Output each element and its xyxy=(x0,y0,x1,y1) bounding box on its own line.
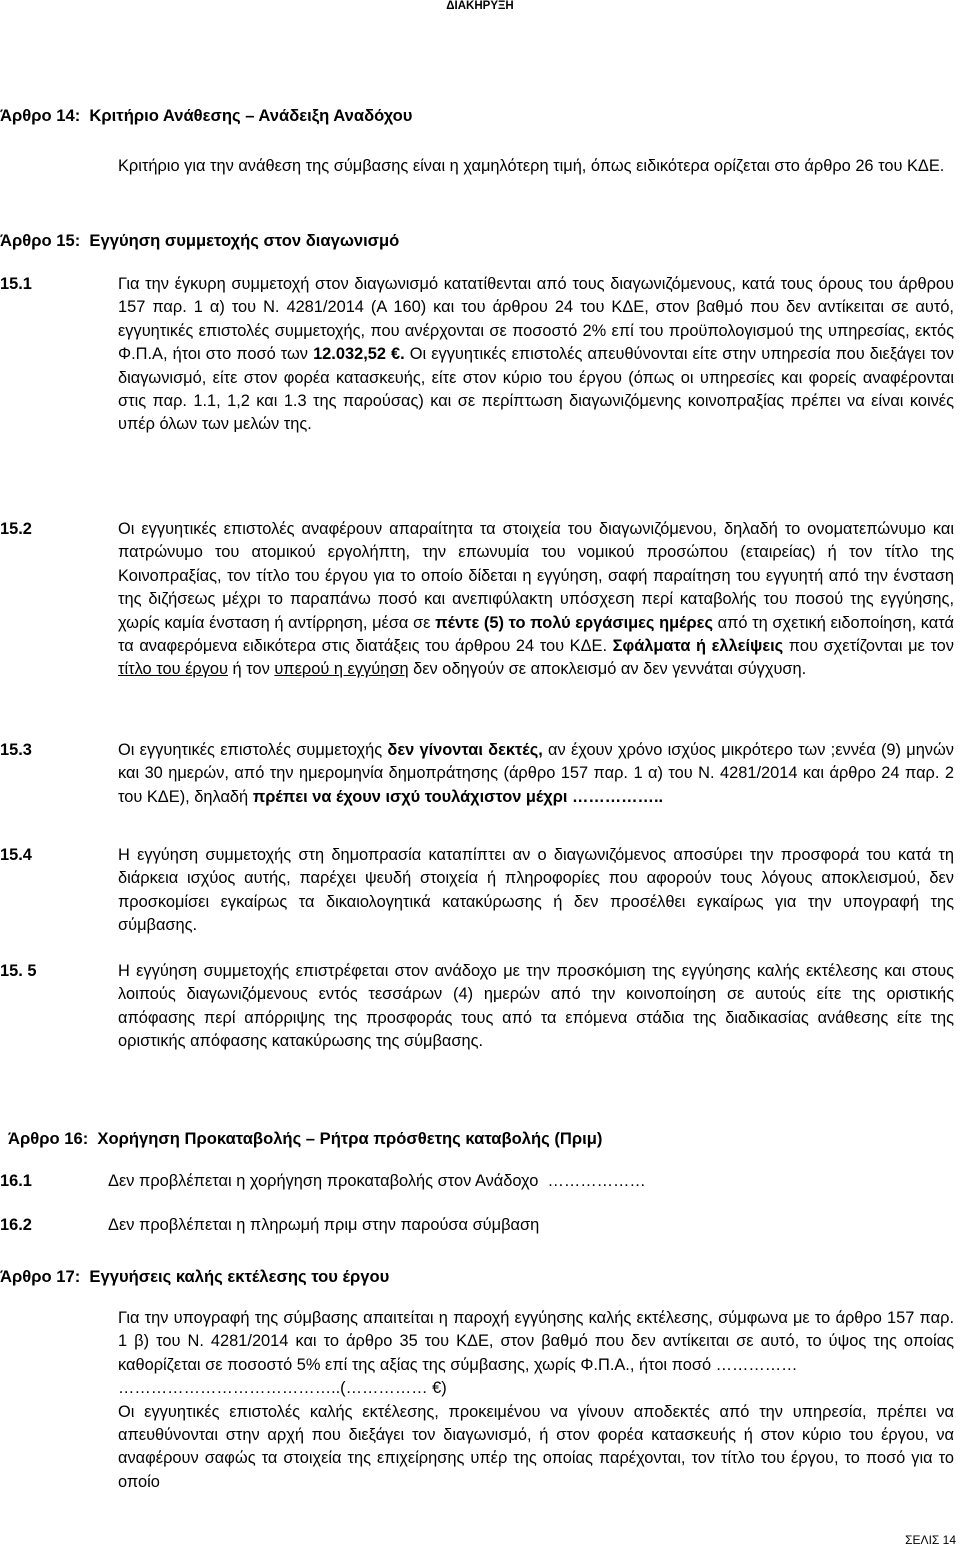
section-15-1-number: 15.1 xyxy=(0,275,32,293)
section-16-1-text: Δεν προβλέπεται η χορήγηση προκαταβολής στον Ανάδοχο ……………… xyxy=(108,1172,646,1190)
section-15-5-text: Η εγγύηση συμμετοχής επιστρέφεται στον ανάδοχο με την προσκόμιση της εγγύησης καλής εκτέλεσης και στους λοιπούς διαγωνιζόμενους εντός τεσσάρων (4) ημερών από την κοινοποίηση σε αυτούς είτε της οριστικής απόφασης περί απόρριψης της προσφοράς τους από τα επόμενα στάδια της διαδικασίας ανάθεσης είτε της οριστικής απόφασης κατακύρωσης της σύμβασης. xyxy=(118,962,954,1051)
section-15-1-text: Για την έγκυρη συμμετοχή στον διαγωνισμό κατατίθενται από τους διαγωνιζόμενους, κατά τους όρους του άρθρου 157 παρ. 1 α) του Ν. 4281/2014 (Α 160) και του άρθρου 24 του ΚΔΕ, στον βαθμό που δεν αντίκειται σε αυτό, εγγυητικές επιστολές συμμετοχής, που ανέρχονται σε ποσοστό 2% επί του προϋπολογισμού της υπηρεσίας, εκτός Φ.Π.Α, ήτοι στο ποσό των 12.032,52 €. Οι εγγυητικές επιστολές απευθύνονται είτε στην υπηρεσία που διεξάγει τον διαγωνισμό, είτε στον φορέα κατασκευής, είτε στον κύριο του έργου (όπως οι υπηρεσίες και φορείς αναφέρονται στις παρ. 1.1, 1,2 και 1.3 της παρούσας) και σε περίπτωση διαγωνιζόμενης κοινοπραξίας πρέπει να είναι κοινές υπέρ όλων των μελών της. xyxy=(118,275,954,434)
section-15-4-text: Η εγγύηση συμμετοχής στη δημοπρασία καταπίπτει αν ο διαγωνιζόμενος αποσύρει την προσφορά του κατά τη διάρκεια ισχύος αυτής, παρέχει ψευδή στοιχεία ή πληροφορίες που αφορούν τους λόγους αποκλεισμού, δεν προσκομίσει εγκαίρως τα δικαιολογητικά κατακύρωσης ή δεν προσέλθει εγκαίρως για την υπογραφή της σύμβασης. xyxy=(118,846,954,935)
article-14-body: Κριτήριο για την ανάθεση της σύμβασης είναι η χαμηλότερη τιμή, όπως ειδικότερα ορίζεται στο άρθρο 26 του ΚΔΕ. xyxy=(118,157,945,175)
article-17-paragraph-2: Οι εγγυητικές επιστολές καλής εκτέλεσης, προκειμένου να γίνουν αποδεκτές από την υπηρεσία, πρέπει να απευθύνονται στην αρχή που διεξάγει τον διαγωνισμό, ή στον φορέα κατασκευής ή στον κύριο του έργου, να αναφέρουν σαφώς τα στοιχεία της επιχείρησης υπέρ της οποίας παρέχονται, τον τίτλο του έργου, το ποσό για το οποίο xyxy=(118,1402,954,1491)
section-16-1-number: 16.1 xyxy=(0,1172,32,1190)
document-header: ΔΙΑΚΗΡΥΞΗ xyxy=(446,0,514,12)
section-15-3-number: 15.3 xyxy=(0,741,32,759)
article-17-amount-line: …………………………………..(…………… €) xyxy=(118,1379,447,1398)
article-17-heading: Άρθρο 17: Εγγυήσεις καλής εκτέλεσης του έργου xyxy=(0,1267,390,1286)
section-15-4-number: 15.4 xyxy=(0,846,32,864)
section-16-2-number: 16.2 xyxy=(0,1216,32,1234)
section-16-2-text: Δεν προβλέπεται η πληρωμή πριμ στην παρούσα σύμβαση xyxy=(108,1216,540,1234)
article-17-paragraph-1: Για την υπογραφή της σύμβασης απαιτείται η παροχή εγγύησης καλής εκτέλεσης, σύμφωνα με το άρθρο 157 παρ. 1 β) του Ν. 4281/2014 και το άρθρο 35 του ΚΔΕ, στον βαθμό που δεν αντίκειται σε αυτό, το ύψος της οποίας καθορίζεται σε ποσοστό 5% επί της αξίας της σύμβασης, χωρίς Φ.Π.Α., ήτοι ποσό …………… xyxy=(118,1309,954,1374)
section-15-5-number: 15. 5 xyxy=(0,962,37,980)
guarantee-amount: 12.032,52 €. xyxy=(313,345,405,364)
article-15-heading: Άρθρο 15: Εγγύηση συμμετοχής στον διαγωνισμό xyxy=(0,231,400,250)
article-14-heading: Άρθρο 14: Κριτήριο Ανάθεσης – Ανάδειξη Αναδόχου xyxy=(0,106,413,125)
article-17-body xyxy=(118,1307,954,1494)
section-15-2-number: 15.2 xyxy=(0,520,32,538)
article-16-heading: Άρθρο 16: Χορήγηση Προκαταβολής – Ρήτρα πρόσθετης καταβολής (Πριμ) xyxy=(8,1129,603,1148)
section-15-3-text: Οι εγγυητικές επιστολές συμμετοχής δεν γίνονται δεκτές, αν έχουν χρόνο ισχύος μικρότερο των ;εννέα (9) μηνών και 30 ημερών, από την ημερομηνία δημοπράτησης (άρθρο 157 παρ. 1 α) του Ν. 4281/2014 και άρθρο 24 παρ. 2 του ΚΔΕ), δηλαδή πρέπει να έχουν ισχύ τουλάχιστον μέχρι …………….. xyxy=(118,741,954,806)
page-number: ΣΕΛΙΣ 14 xyxy=(905,1533,956,1547)
section-15-2-text: Οι εγγυητικές επιστολές αναφέρουν απαραίτητα τα στοιχεία του διαγωνιζόμενου, δηλαδή το ονοματεπώνυμο και πατρώνυμο του ατομικού εργολήπτη, την επωνυμία του νομικού προσώπου (εταιρείας) ή τον τίτλο της Κοινοπραξίας, τον τίτλο του έργου για το οποίο δίδεται η εγγύηση, σαφή παραίτηση του εγγυητή από την ένσταση της διζήσεως μέχρι το παραπάνω ποσό και ανεπιφύλακτη υπόσχεση περί καταβολής του ποσού της εγγύησης, χωρίς καμία ένσταση ή αντίρρηση, μέσα σε πέντε (5) το πολύ εργάσιμες ημέρες από τη σχετική ειδοποίηση, κατά τα αναφερόμενα ειδικότερα στις διατάξεις του άρθρου 24 του ΚΔΕ. Σφάλματα ή ελλείψεις που σχετίζονται με τον τίτλο του έργου ή τον υπερού η εγγύηση δεν οδηγούν σε αποκλεισμό αν δεν γεννάται σύγχυση. xyxy=(118,520,955,679)
